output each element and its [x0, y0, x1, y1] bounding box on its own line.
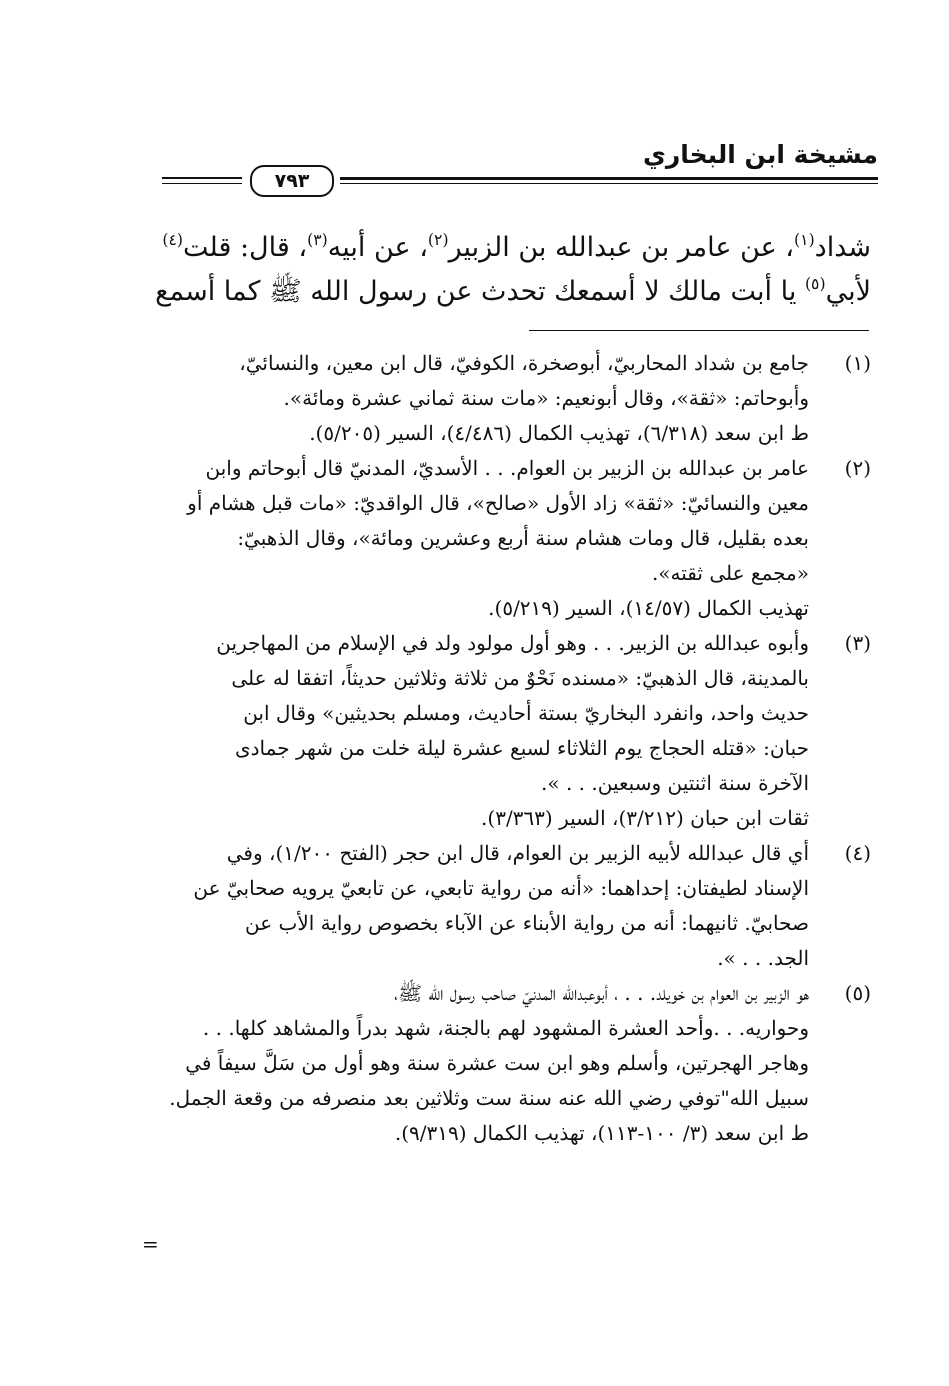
footnote-ref: (٥) — [804, 274, 826, 294]
header-rule — [340, 177, 878, 180]
footnote-ref: (٢) — [427, 230, 449, 250]
footnote-line: هو الزبير بن العوام بن خويلد. . . ، أبوعبدالله المدنيّ صاحب رسول الله ﷺ، — [394, 981, 809, 1005]
footnote — [141, 626, 871, 836]
footnote-line: الإسناد لطيفتان: إحداهما: «أنه من رواية تابعي، عن تابعيّ يرويه صحابيّ عن — [193, 876, 809, 900]
footnote-line: ط ابن سعد (٦/٣١٨)، تهذيب الكمال (٤/٤٨٦)، السير (٥/٢٠٥). — [309, 421, 809, 445]
footnote-line: صحابيّ. ثانيهما: أنه من رواية الأبناء عن الآباء بخصوص رواية الأب عن — [244, 911, 809, 935]
footnote-line: «مجمع على ثقته». — [651, 561, 809, 585]
footnote-line: حبان: «قتله الحجاج يوم الثلاثاء لسبع عشرة ليلة خلت من شهر جمادى — [235, 736, 809, 760]
footnote-line: الآخرة سنة اثنتين وسبعين. . . ». — [541, 771, 809, 795]
footnote-line: عامر بن عبدالله بن الزبير بن العوام. . . الأسديّ، المدنيّ قال أبوحاتم وابن — [205, 456, 809, 480]
footnote-number: (٤) — [844, 841, 871, 865]
footnote-number: (١) — [844, 351, 871, 375]
footnote-line: وأبوحاتم: «ثقة»، وقال أبونعيم: «مات سنة ثماني عشرة ومائة». — [283, 386, 809, 410]
header-rule — [340, 183, 878, 184]
footnote-line: وحواريه. . .وأحد العشرة المشهود لهم بالجنة، شهد بدراً والمشاهد كلها. . . — [202, 1016, 809, 1040]
footnote-line: بعده بقليل، قال ومات هشام سنة أربع وعشرين ومائة»، وقال الذهبيّ: — [237, 526, 809, 550]
footnote-line: جامع بن شداد المحاربيّ، أبوصخرة، الكوفيّ، قال ابن معين، والنسائيّ، — [239, 351, 809, 375]
header-rule-left — [162, 177, 242, 179]
footnotes — [141, 346, 871, 1151]
header-rule-left — [162, 183, 242, 184]
footnote-line: حديث واحد، وانفرد البخاريّ بستة أحاديث، ومسلم بحديثين» وقال ابن — [243, 701, 809, 725]
footnote-number: (٢) — [844, 456, 871, 480]
main-text — [151, 226, 871, 314]
footnote-line: تهذيب الكمال (١٤/٥٧)، السير (٥/٢١٩). — [488, 596, 809, 620]
footnote-line: ط ابن سعد (٣/ ١٠٠-١١٣)، تهذيب الكمال (٩/٣١٩). — [394, 1121, 809, 1145]
footnote-ref: (١) — [794, 230, 815, 250]
footnote-line: الجد. . . ». — [717, 946, 809, 970]
footnote — [141, 451, 871, 626]
footnote-line: معين والنسائيّ: «ثقة» زاد الأول «صالح»، قال الواقديّ: «مات قبل هشام أو — [187, 491, 809, 515]
footnote-number: (٥) — [844, 981, 871, 1005]
footnote-line: أي قال عبدالله لأبيه الزبير بن العوام، قال ابن حجر (الفتح ١/٢٠٠)، وفي — [226, 841, 809, 865]
footnote — [141, 836, 871, 976]
footnote-line: وهاجر الهجرتين، وأسلم وهو ابن ست عشرة سنة وهو أول من سَلَّ سيفاً في — [185, 1051, 809, 1075]
footnote-line: سبيل الله"توفي رضي الله عنه سنة ست وثلاثين بعد منصرفه من وقعة الجمل. — [169, 1086, 809, 1110]
main-text-line: شداد$^{(١)}$، عن عامر بن عبدالله بن الزبير$^{(٢)}$، عن أبيه$^{(٣)}$، قال: قلت$^{(٤)}$ — [162, 230, 871, 263]
footnote — [141, 976, 871, 1151]
footnote-line: ثقات ابن حبان (٣/٢١٢)، السير (٣/٣٦٣). — [481, 806, 809, 830]
footnote-line: بالمدينة، قال الذهبيّ: «مسنده نَحْوٌ من ثلاثة وثلاثين حديثاً، اتفقا له على — [231, 666, 809, 690]
footnote-ref: (٤) — [162, 230, 183, 250]
end-mark: = — [142, 1232, 159, 1256]
footnote-separator — [529, 330, 869, 331]
footnote-ref: (٣) — [307, 230, 328, 250]
footnote-number: (٣) — [844, 631, 871, 655]
book-title: مشيخة ابن البخاري — [642, 140, 878, 169]
main-text-line: لأبي$^{(٥)}$ يا أبت مالك لا أسمعك تحدث عن رسول الله ﷺ كما أسمع — [155, 274, 871, 307]
footnote — [141, 346, 871, 451]
footnote-line: وأبوه عبدالله بن الزبير. . . وهو أول مولود ولد في الإسلام من المهاجرين — [216, 631, 809, 655]
page-number: ٧٩٣ — [250, 165, 334, 197]
page-header — [150, 140, 878, 190]
